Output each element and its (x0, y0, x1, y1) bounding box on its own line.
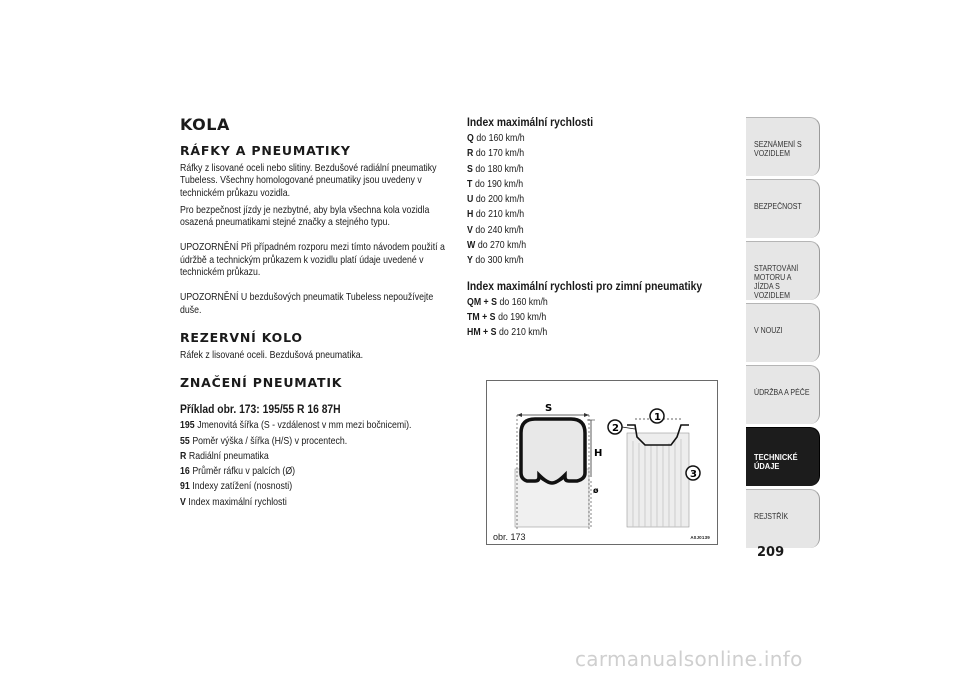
tab-technicke-udaje[interactable]: TECHNICKÉ ÚDAJE (746, 427, 820, 486)
list-item: QM + S do 160 km/h (467, 296, 548, 308)
tab-bezpecnost[interactable]: BEZPEČNOST (746, 179, 820, 238)
list-item: H do 210 km/h (467, 209, 525, 221)
tab-v-nouzi[interactable]: V NOUZI (746, 303, 820, 362)
svg-text:1: 1 (654, 412, 661, 423)
tire-profile (521, 419, 585, 483)
section-title: KOLA (180, 115, 230, 134)
tire-figure (486, 380, 718, 545)
left-column (180, 116, 448, 510)
tab-rejstrik[interactable]: REJSTŘÍK (746, 489, 820, 548)
winter-speed-heading: Index maximální rychlosti pro zimní pneumatiky (467, 278, 703, 293)
rims-paragraph-1: Ráfky z lisované oceli nebo slitiny. Bezdušové radiální pneumatiky Tubeless. Všechny homologované pneumatiky jsou uvedeny v technickém průkazu vozidla. (180, 163, 437, 199)
list-item: 91 Indexy zatížení (nosnosti) (180, 481, 293, 493)
page-number: 209 (757, 545, 785, 560)
list-item: V do 240 km/h (467, 224, 524, 236)
list-item: Q do 160 km/h (467, 133, 525, 144)
tab-seznameni[interactable]: SEZNÁMENÍ S VOZIDLEM (746, 117, 820, 176)
tab-startovani[interactable]: STARTOVÁNÍ MOTORU A JÍZDA S VOZIDLEM (746, 241, 820, 300)
figure-code: A0J0139 (690, 535, 710, 540)
watermark: carmanualsonline.info (575, 647, 803, 671)
list-item: S do 180 km/h (467, 163, 524, 175)
label-h: H (594, 448, 603, 459)
svg-text:2: 2 (612, 423, 619, 434)
marking-list (180, 418, 448, 510)
spare-heading: REZERVNÍ KOLO (180, 329, 303, 345)
marking-example: Příklad obr. 173: 195/55 R 16 87H (180, 402, 341, 417)
svg-text:3: 3 (690, 469, 697, 480)
list-item: T do 190 km/h (467, 178, 524, 190)
rims-paragraph-4: UPOZORNĚNÍ U bezdušových pneumatik Tubeless nepoužívejte duše. (180, 292, 434, 316)
list-item: 16 Průměr ráfku v palcích (Ø) (180, 466, 296, 478)
spare-paragraph: Ráfek z lisované oceli. Bezdušová pneumatika. (180, 349, 364, 361)
chapter-tabs (746, 117, 820, 551)
rims-heading: RÁFKY A PNEUMATIKY (180, 143, 351, 158)
speed-heading: Index maximální rychlosti (467, 115, 594, 129)
list-item: W do 270 km/h (467, 240, 527, 252)
list-item: R do 170 km/h (467, 148, 525, 160)
list-item: 55 Poměr výška / šířka (H/S) v procentech. (180, 435, 348, 447)
list-item: HM + S do 210 km/h (467, 327, 548, 339)
list-item: R Radiální pneumatika (180, 450, 269, 462)
right-column (467, 115, 725, 341)
list-item: TM + S do 190 km/h (467, 311, 547, 323)
speed-list (467, 131, 725, 269)
rims-paragraph-2: Pro bezpečnost jízdy je nezbytné, aby byla všechna kola vozidla osazená pneumatikami stejné značky a stejného typu. (180, 204, 430, 229)
figure-caption: obr. 173 (493, 532, 526, 542)
rims-paragraph-3: UPOZORNĚNÍ Při případném rozporu mezi tímto návodem použití a údržbě a technickým průkazem k vozidlu platí údaje uvedené v technickém průkazu. (180, 242, 445, 279)
winter-speed-list (467, 295, 725, 341)
tire-diagram (487, 381, 717, 531)
list-item: U do 200 km/h (467, 194, 525, 206)
label-s: S (545, 403, 553, 414)
tab-udrzba[interactable]: ÚDRŽBA A PÉČE (746, 365, 820, 424)
list-item: Y do 300 km/h (467, 255, 524, 267)
label-diameter: ø (593, 486, 599, 495)
marking-heading: ZNAČENÍ PNEUMATIK (180, 375, 343, 391)
list-item: 195 Jmenovitá šířka (S - vzdálenost v mm mezi bočnicemi). (180, 420, 412, 432)
list-item: V Index maximální rychlosti (180, 496, 287, 508)
